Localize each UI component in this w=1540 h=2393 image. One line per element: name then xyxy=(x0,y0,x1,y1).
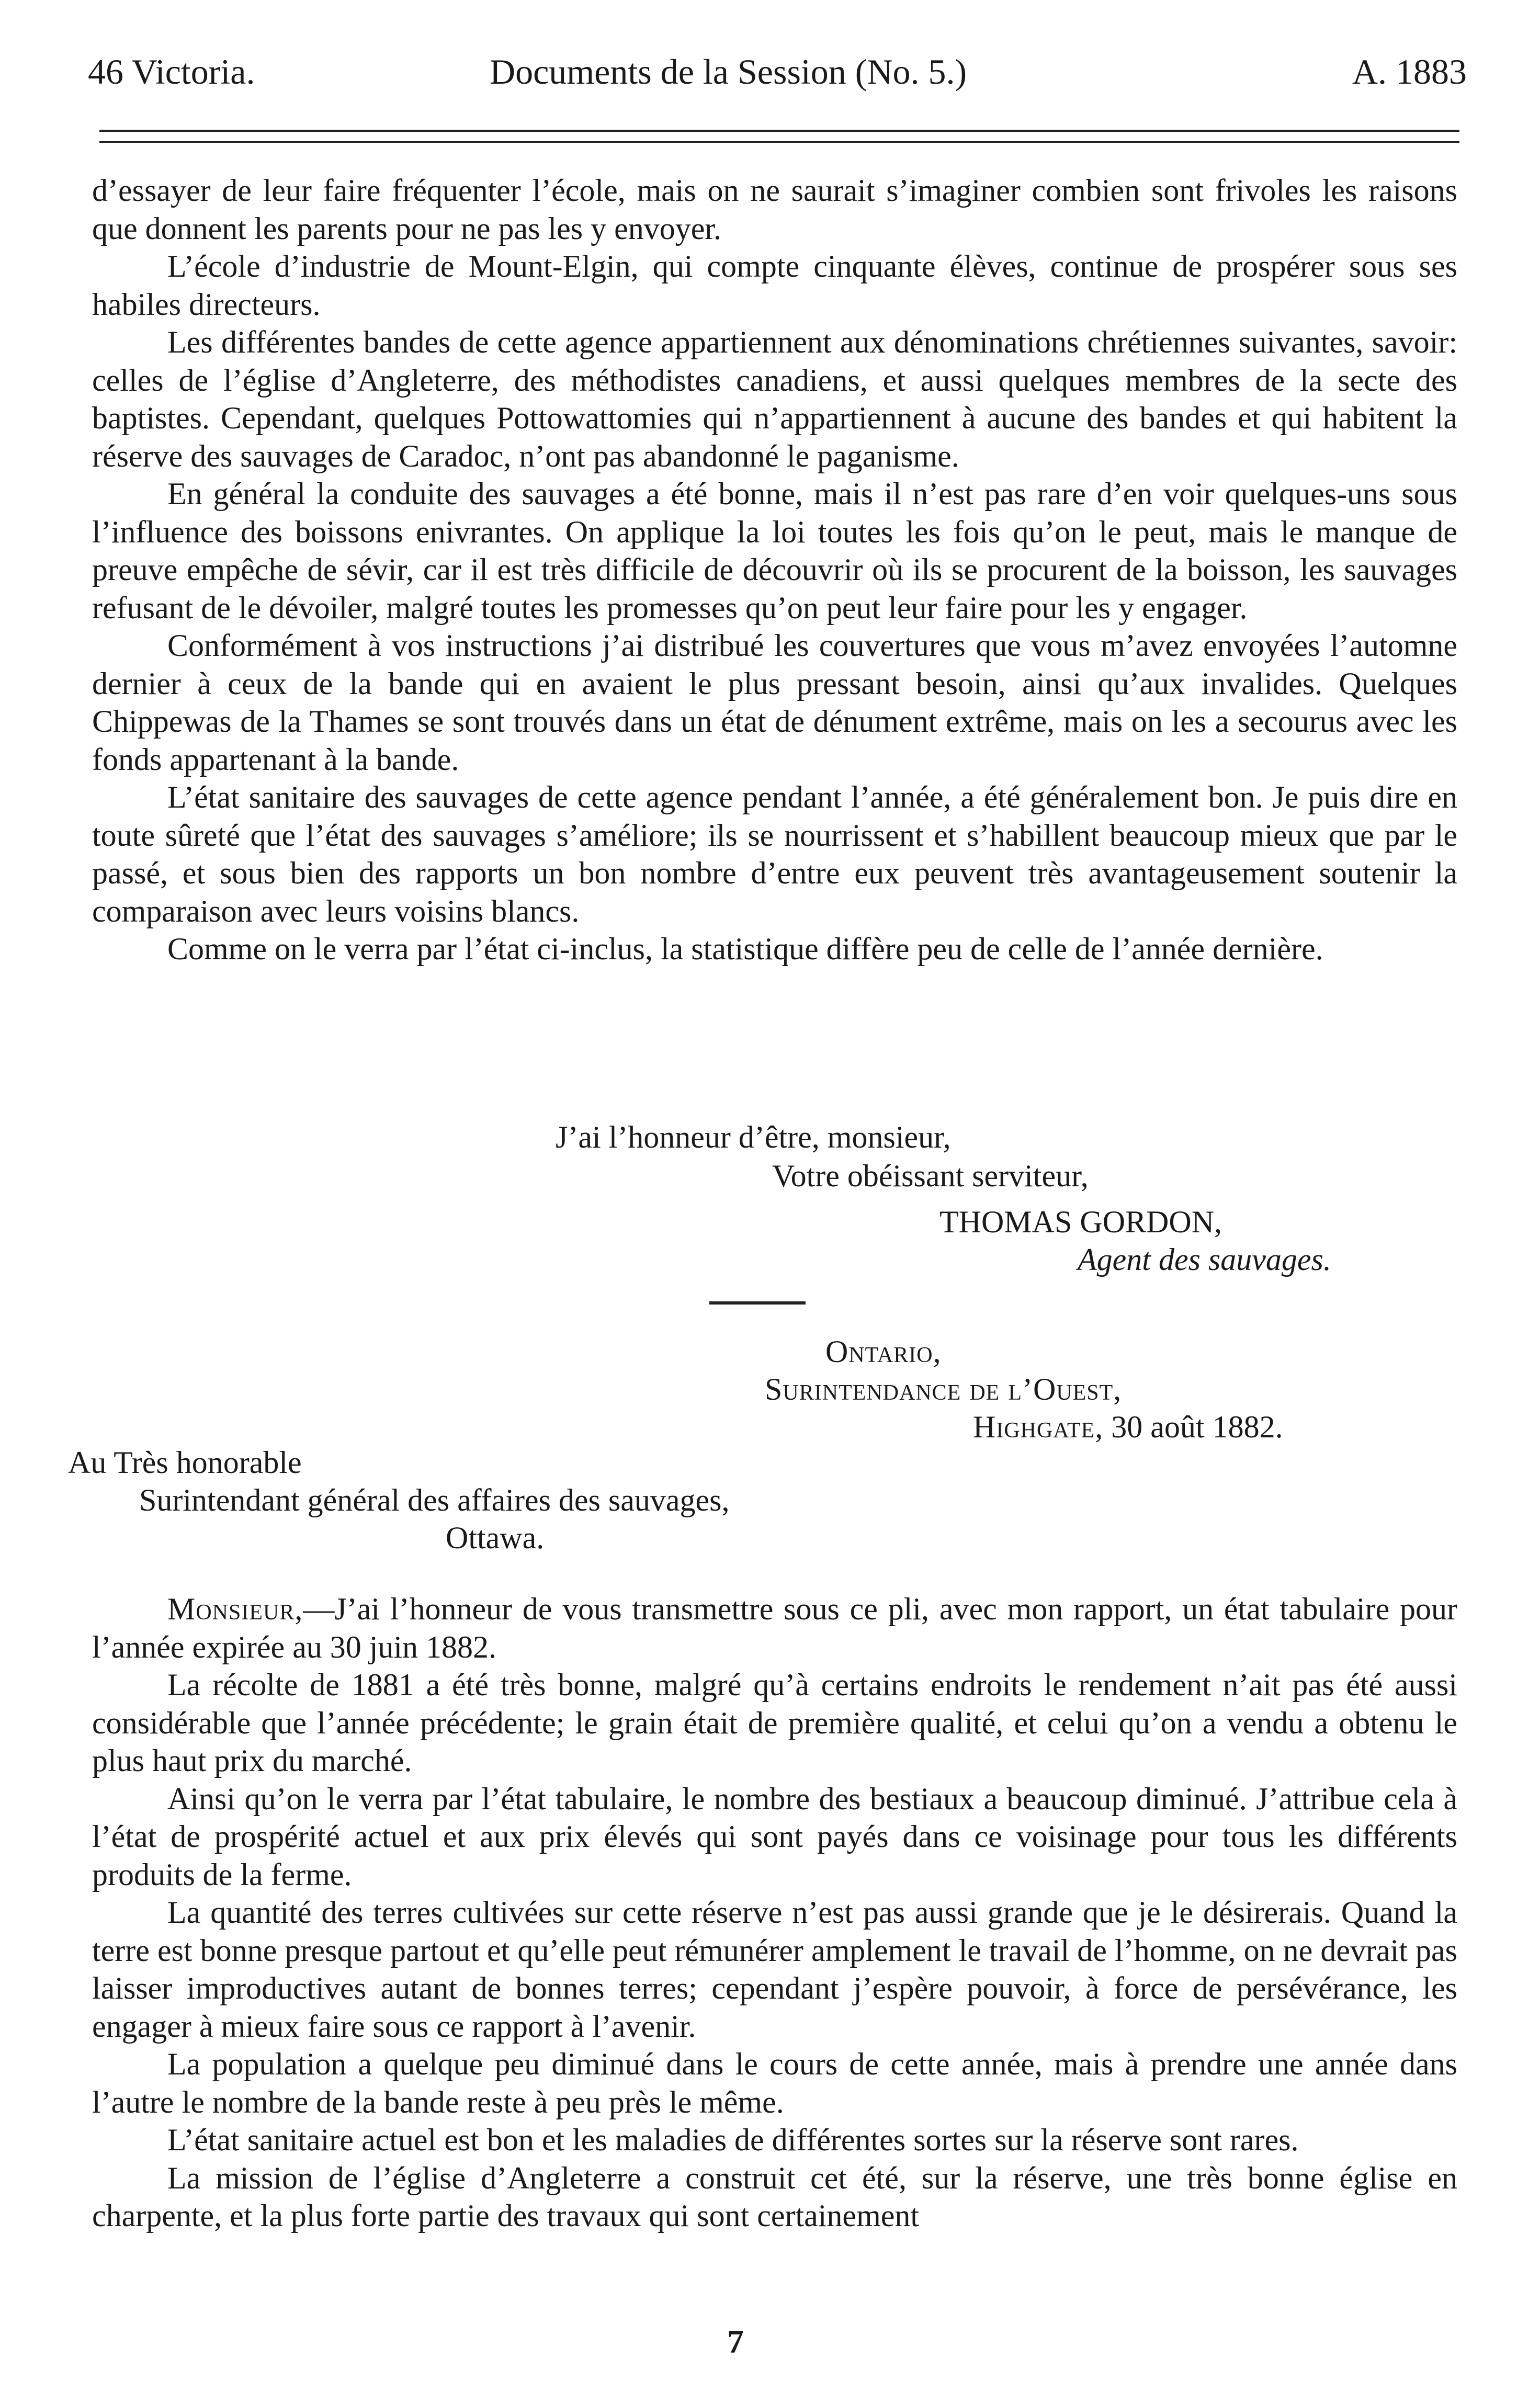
closing-line: J’ai l’honneur d’être, monsieur, xyxy=(556,1120,951,1154)
place-name: Highgate, xyxy=(973,1410,1104,1444)
letter-2-dateline xyxy=(973,1408,1283,1446)
date: 30 août 1882. xyxy=(1111,1410,1283,1444)
paragraph: Conformément à vos instructions j’ai distribué les couvertures que vous m’avez envoyées l’automne dernier à ceux de la bande qui en avaient le plus pressant besoin, ainsi qu’aux invalides. Quelques Chippewas de la Thames se sont trouvés dans un état de dénument extrême, mais on les a secourus avec les fonds appartenant à la bande. xyxy=(92,628,1457,777)
paragraph: Les différentes bandes de cette agence appartiennent aux dénominations chrétiennes suivantes, savoir: celles de l’église d’Angleterre, des méthodistes canadiens, et aussi quelques membres de la secte des baptistes. Cependant, quelques Pottowattomies qui n’appartiennent à aucune des bandes et qui habitent la réserve des sauvages de Caradoc, n’ont pas abandonné le paganisme. xyxy=(92,325,1457,473)
header-right: A. 1883 xyxy=(1352,52,1467,92)
letter-2-province: Ontario, xyxy=(825,1334,942,1369)
running-header xyxy=(0,48,1540,95)
paragraph-text: —J’ai l’honneur de vous transmettre sous ce pli, avec mon rapport, un état tabulaire pour l’année expirée au 30 juin 1882. xyxy=(92,1592,1457,1664)
addressee-line-1: Au Très honorable xyxy=(68,1445,302,1480)
paragraph: La récolte de 1881 a été très bonne, malgré qu’à certains endroits le rendement n’ait pas été aussi considérable que l’année précédente; le grain était de première qualité, et celui qu’on a vendu a obtenu le plus haut prix du marché. xyxy=(92,1668,1457,1778)
paragraph: L’état sanitaire des sauvages de cette agence pendant l’année, a été généralement bon. Je puis dire en toute sûreté que l’état des sauvages s’améliore; ils se nourrissent et s’habillent beaucoup mieux que par le passé, et sous bien des rapports un bon nombre d’entre eux peuvent très avantageusement soutenir la comparaison avec leurs voisins blancs. xyxy=(92,780,1457,928)
header-left: 46 Victoria. xyxy=(88,52,255,92)
paragraph: La quantité des terres cultivées sur cette réserve n’est pas aussi grande que je le désirerais. Quand la terre est bonne presque partout et qu’elle peut rémunérer amplement le travail de l’homme, on ne devrait pas laisser improductives autant de bonnes terres; cependant j’espère pouvoir, à force de persévérance, les engager à mieux faire sous ce rapport à l’avenir. xyxy=(92,1895,1457,2044)
paragraph: La mission de l’église d’Angleterre a construit cet été, sur la réserve, une très bonne église en charpente, et la plus forte partie des travaux qui sont certainement xyxy=(92,2160,1457,2233)
signature-name: THOMAS GORDON, xyxy=(939,1205,1222,1239)
paragraph: Ainsi qu’on le verra par l’état tabulaire, le nombre des bestiaux a beaucoup diminué. J’attribue cela à l’état de prospérité actuel et aux prix élevés qui sont payés dans ce voisinage pour tous les différents produits de la ferme. xyxy=(92,1781,1457,1892)
paragraph xyxy=(92,1590,1457,1666)
header-double-rule xyxy=(99,130,1459,143)
paragraph: La population a quelque peu diminué dans le cours de cette année, mais à prendre une année dans l’autre le nombre de la bande reste à peu près le même. xyxy=(92,2047,1457,2119)
page-number: 7 xyxy=(727,2323,744,2360)
letter-2-body xyxy=(92,1590,1457,2235)
header-center: Documents de la Session (No. 5.) xyxy=(490,52,967,92)
paragraph: L’état sanitaire actuel est bon et les maladies de différentes sortes sur la réserve sont rares. xyxy=(167,2123,1299,2157)
letter-2-office: Surintendance de l’Ouest, xyxy=(765,1372,1122,1407)
closing-line-2: Votre obéissant serviteur, xyxy=(772,1159,1089,1193)
paragraph: En général la conduite des sauvages a été bonne, mais il n’est pas rare d’en voir quelques-uns sous l’influence des boissons enivrantes. On applique la loi toutes les fois qu’on le peut, mais le manque de preuve empêche de sévir, car il est très difficile de découvrir où ils se procurent de la boisson, les sauvages refusant de le dévoiler, malgré toutes les promesses qu’on peut leur faire pour les y engager. xyxy=(92,477,1457,625)
paragraph: Comme on le verra par l’état ci-inclus, la statistique diffère peu de celle de l’année dernière. xyxy=(167,932,1323,966)
addressee-line-2: Surintendant général des affaires des sauvages, xyxy=(139,1483,730,1517)
signature-title: Agent des sauvages. xyxy=(1078,1242,1331,1277)
letter-1-body xyxy=(92,172,1457,968)
paragraph: d’essayer de leur faire fréquenter l’école, mais on ne saurait s’imaginer combien sont frivoles les raisons que donnent les parents pour ne pas les y envoyer. xyxy=(92,173,1457,246)
paragraph: L’école d’industrie de Mount-Elgin, qui compte cinquante élèves, continue de prospérer sous ses habiles directeurs. xyxy=(92,249,1457,322)
addressee-line-3: Ottawa. xyxy=(446,1521,545,1555)
section-divider xyxy=(709,1301,806,1305)
salutation: Monsieur, xyxy=(167,1592,303,1626)
